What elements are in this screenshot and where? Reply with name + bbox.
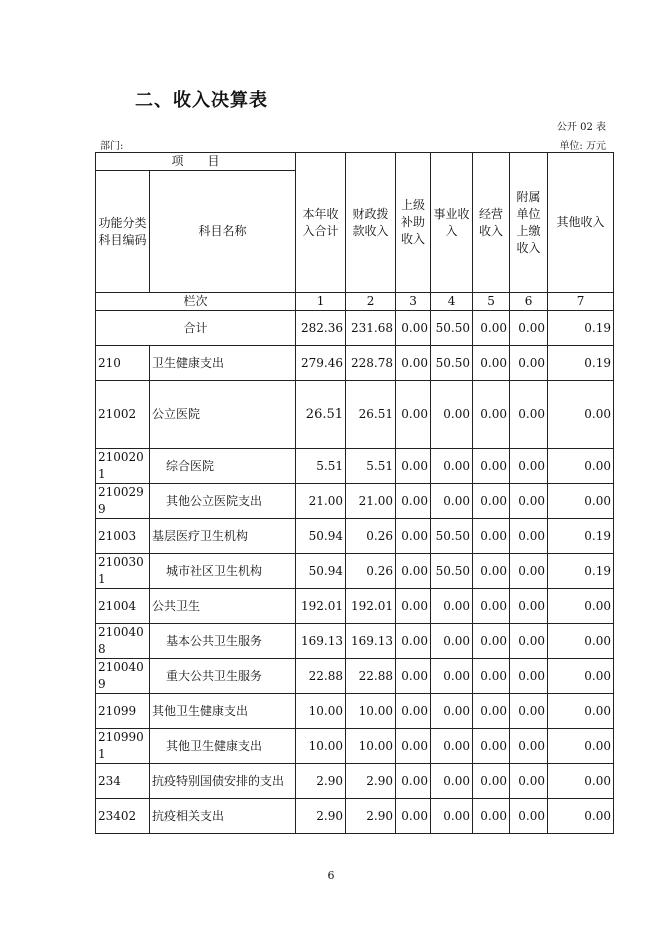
header-operating-income: 经营收入 bbox=[473, 153, 510, 293]
table-row bbox=[96, 624, 614, 659]
table-row bbox=[96, 694, 614, 729]
row-value: 0.00 bbox=[510, 449, 548, 484]
row-name: 城市社区卫生机构 bbox=[150, 554, 296, 589]
row-code: 2100301 bbox=[96, 554, 150, 589]
column-number-row bbox=[96, 293, 614, 311]
row-value: 0.00 bbox=[396, 381, 431, 449]
row-value: 0.00 bbox=[431, 659, 473, 694]
row-value: 0.00 bbox=[396, 659, 431, 694]
total-value: 231.68 bbox=[346, 311, 396, 346]
row-value: 0.00 bbox=[473, 381, 510, 449]
row-value: 22.88 bbox=[296, 659, 346, 694]
row-value: 0.00 bbox=[431, 764, 473, 799]
table-row bbox=[96, 764, 614, 799]
row-value: 0.00 bbox=[396, 449, 431, 484]
row-value: 5.51 bbox=[346, 449, 396, 484]
row-value: 10.00 bbox=[296, 694, 346, 729]
header-business-income: 事业收入 bbox=[431, 153, 473, 293]
row-name: 公共卫生 bbox=[150, 589, 296, 624]
row-name: 基本公共卫生服务 bbox=[150, 624, 296, 659]
row-name: 重大公共卫生服务 bbox=[150, 659, 296, 694]
column-num: 1 bbox=[296, 293, 346, 311]
table-row bbox=[96, 659, 614, 694]
row-value: 0.00 bbox=[473, 346, 510, 381]
row-value: 0.00 bbox=[473, 449, 510, 484]
row-value: 21.00 bbox=[296, 484, 346, 519]
column-num: 6 bbox=[510, 293, 548, 311]
total-value: 50.50 bbox=[431, 311, 473, 346]
table-row bbox=[96, 554, 614, 589]
total-value: 0.19 bbox=[548, 311, 614, 346]
row-value: 0.00 bbox=[548, 799, 614, 834]
row-code: 2100201 bbox=[96, 449, 150, 484]
row-value: 0.00 bbox=[396, 694, 431, 729]
row-value: 228.78 bbox=[346, 346, 396, 381]
row-code: 2100408 bbox=[96, 624, 150, 659]
table-row bbox=[96, 799, 614, 834]
row-value: 0.00 bbox=[510, 799, 548, 834]
page-number: 6 bbox=[327, 869, 335, 882]
row-code: 21003 bbox=[96, 519, 150, 554]
row-value: 0.00 bbox=[473, 659, 510, 694]
total-value: 0.00 bbox=[396, 311, 431, 346]
row-value: 0.00 bbox=[510, 381, 548, 449]
row-value: 10.00 bbox=[346, 729, 396, 764]
row-value: 50.50 bbox=[431, 554, 473, 589]
header-code: 功能分类科目编码 bbox=[96, 171, 150, 293]
row-value: 0.00 bbox=[396, 764, 431, 799]
row-value: 0.00 bbox=[396, 799, 431, 834]
total-value: 282.36 bbox=[296, 311, 346, 346]
row-value: 0.00 bbox=[548, 484, 614, 519]
column-num: 7 bbox=[548, 293, 614, 311]
row-name: 综合医院 bbox=[150, 449, 296, 484]
row-name: 基层医疗卫生机构 bbox=[150, 519, 296, 554]
header-item: 项 目 bbox=[96, 153, 296, 171]
row-value: 0.00 bbox=[473, 589, 510, 624]
row-value: 26.51 bbox=[346, 381, 396, 449]
row-value: 50.50 bbox=[431, 346, 473, 381]
income-table bbox=[95, 152, 614, 834]
row-value: 0.00 bbox=[396, 484, 431, 519]
row-code: 210 bbox=[96, 346, 150, 381]
row-code: 2100299 bbox=[96, 484, 150, 519]
table-row bbox=[96, 484, 614, 519]
row-value: 0.00 bbox=[510, 694, 548, 729]
total-label: 合计 bbox=[96, 311, 296, 346]
row-value: 0.00 bbox=[548, 764, 614, 799]
row-value: 192.01 bbox=[296, 589, 346, 624]
row-value: 0.00 bbox=[473, 624, 510, 659]
row-value: 0.00 bbox=[548, 659, 614, 694]
row-value: 0.00 bbox=[510, 484, 548, 519]
row-name: 抗疫相关支出 bbox=[150, 799, 296, 834]
row-value: 2.90 bbox=[346, 799, 396, 834]
header-affiliated-income: 附属单位上缴收入 bbox=[510, 153, 548, 293]
row-value: 0.00 bbox=[510, 659, 548, 694]
row-name: 其他卫生健康支出 bbox=[150, 729, 296, 764]
row-value: 0.00 bbox=[431, 799, 473, 834]
row-value: 0.19 bbox=[548, 554, 614, 589]
column-label: 栏次 bbox=[96, 293, 296, 311]
row-value: 0.26 bbox=[346, 519, 396, 554]
row-value: 169.13 bbox=[346, 624, 396, 659]
row-name: 抗疫特别国债安排的支出 bbox=[150, 764, 296, 799]
table-row bbox=[96, 589, 614, 624]
column-num: 5 bbox=[473, 293, 510, 311]
row-code: 23402 bbox=[96, 799, 150, 834]
row-value: 279.46 bbox=[296, 346, 346, 381]
header-other-income: 其他收入 bbox=[548, 153, 614, 293]
row-value: 26.51 bbox=[296, 381, 346, 449]
form-number: 公开 02 表 bbox=[556, 122, 606, 133]
row-value: 0.00 bbox=[431, 449, 473, 484]
column-num: 4 bbox=[431, 293, 473, 311]
row-value: 5.51 bbox=[296, 449, 346, 484]
row-value: 10.00 bbox=[346, 694, 396, 729]
row-code: 2109901 bbox=[96, 729, 150, 764]
row-value: 0.00 bbox=[396, 729, 431, 764]
row-value: 50.94 bbox=[296, 554, 346, 589]
row-value: 0.00 bbox=[396, 519, 431, 554]
total-row bbox=[96, 311, 614, 346]
row-value: 0.00 bbox=[510, 764, 548, 799]
table-row bbox=[96, 346, 614, 381]
row-value: 0.00 bbox=[510, 346, 548, 381]
column-num: 3 bbox=[396, 293, 431, 311]
row-value: 22.88 bbox=[346, 659, 396, 694]
table-row bbox=[96, 449, 614, 484]
row-code: 21002 bbox=[96, 381, 150, 449]
row-value: 0.00 bbox=[473, 799, 510, 834]
row-value: 2.90 bbox=[296, 764, 346, 799]
column-num: 2 bbox=[346, 293, 396, 311]
row-value: 0.00 bbox=[510, 554, 548, 589]
row-value: 0.00 bbox=[431, 381, 473, 449]
row-value: 0.00 bbox=[396, 589, 431, 624]
row-value: 0.00 bbox=[431, 694, 473, 729]
row-value: 0.00 bbox=[473, 694, 510, 729]
row-value: 0.00 bbox=[396, 346, 431, 381]
row-value: 0.00 bbox=[548, 624, 614, 659]
row-name: 其他公立医院支出 bbox=[150, 484, 296, 519]
table-row bbox=[96, 519, 614, 554]
row-value: 0.00 bbox=[473, 519, 510, 554]
row-value: 0.00 bbox=[510, 589, 548, 624]
row-value: 0.00 bbox=[431, 729, 473, 764]
row-value: 2.90 bbox=[296, 799, 346, 834]
row-code: 234 bbox=[96, 764, 150, 799]
row-value: 0.19 bbox=[548, 346, 614, 381]
header-total-income: 本年收入合计 bbox=[296, 153, 346, 293]
row-value: 50.50 bbox=[431, 519, 473, 554]
header-name: 科目名称 bbox=[150, 171, 296, 293]
row-name: 卫生健康支出 bbox=[150, 346, 296, 381]
row-value: 0.19 bbox=[548, 519, 614, 554]
row-value: 0.00 bbox=[510, 519, 548, 554]
row-value: 0.00 bbox=[510, 624, 548, 659]
row-code: 21099 bbox=[96, 694, 150, 729]
row-value: 0.00 bbox=[431, 624, 473, 659]
row-name: 其他卫生健康支出 bbox=[150, 694, 296, 729]
header-fiscal-income: 财政拨款收入 bbox=[346, 153, 396, 293]
total-value: 0.00 bbox=[510, 311, 548, 346]
header-superior-subsidy: 上级补助收入 bbox=[396, 153, 431, 293]
row-value: 0.00 bbox=[548, 729, 614, 764]
department-label: 部门: bbox=[100, 141, 124, 152]
row-code: 21004 bbox=[96, 589, 150, 624]
row-value: 0.00 bbox=[548, 589, 614, 624]
row-value: 10.00 bbox=[296, 729, 346, 764]
row-value: 21.00 bbox=[346, 484, 396, 519]
table-row bbox=[96, 729, 614, 764]
row-value: 0.00 bbox=[473, 554, 510, 589]
row-value: 0.00 bbox=[431, 589, 473, 624]
table-row bbox=[96, 381, 614, 449]
row-value: 0.26 bbox=[346, 554, 396, 589]
row-value: 0.00 bbox=[510, 729, 548, 764]
row-value: 0.00 bbox=[473, 729, 510, 764]
page-title: 二、收入决算表 bbox=[135, 90, 268, 111]
row-value: 0.00 bbox=[473, 484, 510, 519]
row-value: 0.00 bbox=[431, 484, 473, 519]
row-value: 169.13 bbox=[296, 624, 346, 659]
row-code: 2100409 bbox=[96, 659, 150, 694]
row-value: 0.00 bbox=[548, 449, 614, 484]
row-value: 192.01 bbox=[346, 589, 396, 624]
row-value: 0.00 bbox=[548, 694, 614, 729]
row-value: 2.90 bbox=[346, 764, 396, 799]
row-name: 公立医院 bbox=[150, 381, 296, 449]
unit-label: 单位: 万元 bbox=[559, 141, 606, 152]
row-value: 0.00 bbox=[396, 554, 431, 589]
row-value: 0.00 bbox=[548, 381, 614, 449]
row-value: 0.00 bbox=[396, 624, 431, 659]
total-value: 0.00 bbox=[473, 311, 510, 346]
row-value: 0.00 bbox=[473, 764, 510, 799]
row-value: 50.94 bbox=[296, 519, 346, 554]
